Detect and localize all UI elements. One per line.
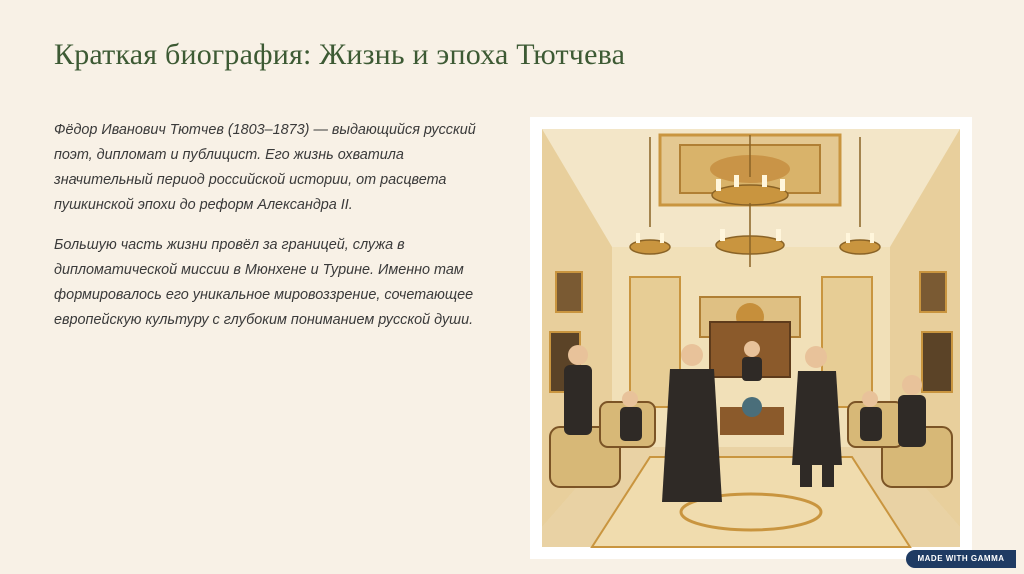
made-with-gamma-badge[interactable]: MADE WITH GAMMA	[906, 550, 1016, 568]
paragraph-2: Большую часть жизни провёл за границей, служа в дипломатической миссии в Мюнхене и Турине. Именно там формировалось его уникальное мировоззрение, сочетающее европейскую культуру с глубоким пониманием русской души.	[54, 237, 474, 328]
paragraph-1: Фёдор Иванович Тютчев (1803–1873) — выдающийся русский поэт, дипломат и публицист. Его жизнь охватила значительный период российской истории, от расцвета пушкинской эпохи до реформ Александра II.	[54, 122, 476, 213]
diplomatic-salon-illustration	[530, 117, 972, 559]
slide-title: Краткая биография: Жизнь и эпоха Тютчева	[54, 38, 626, 71]
biography-text	[54, 118, 504, 348]
illustration-frame	[530, 117, 972, 559]
